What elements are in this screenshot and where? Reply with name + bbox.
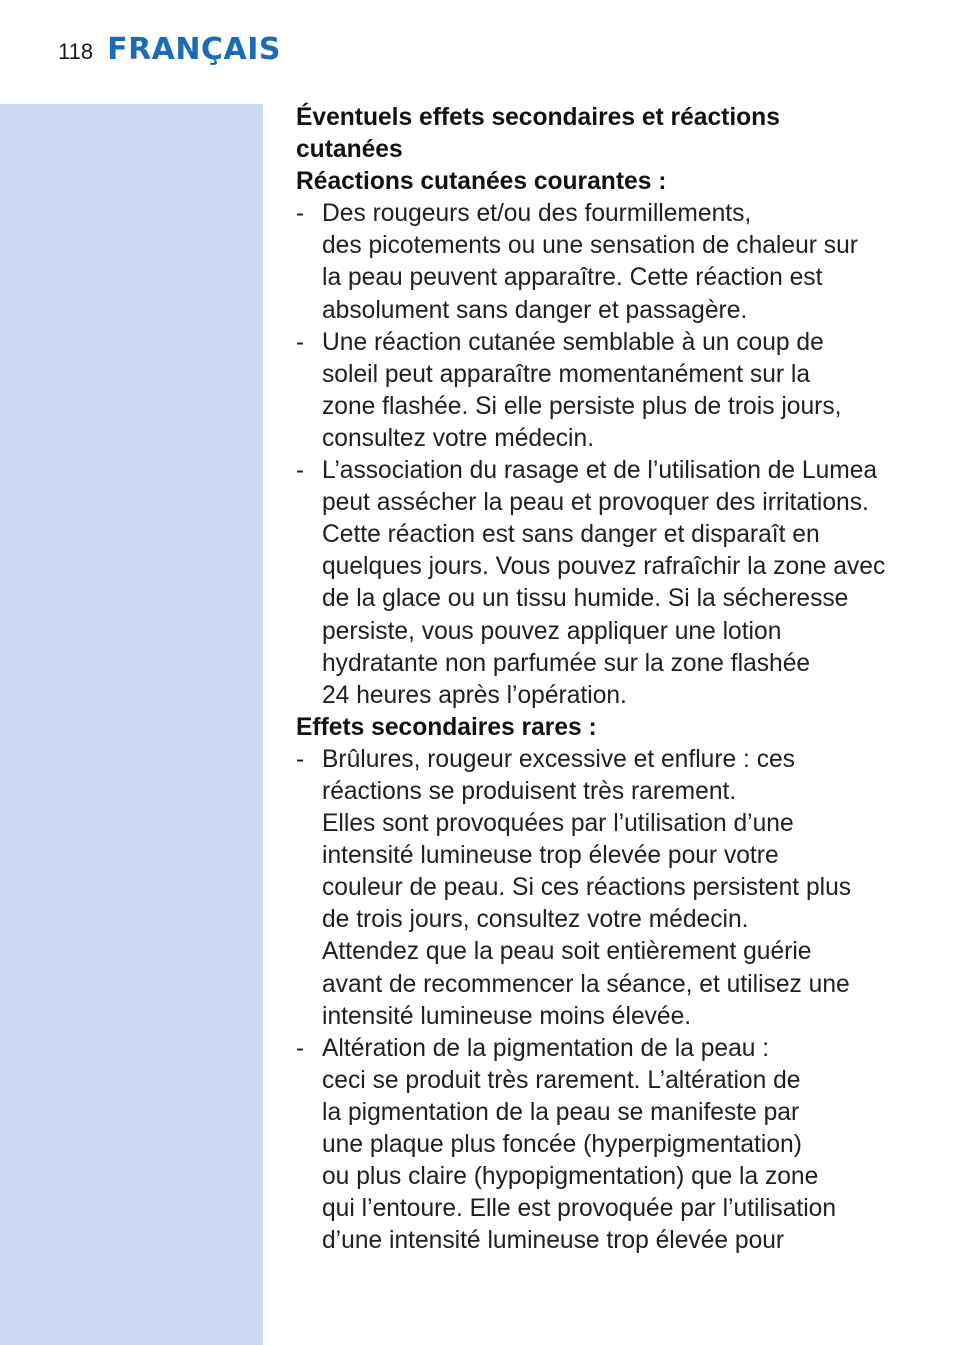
list-item-line: consultez votre médecin. [322, 424, 595, 452]
list-item-line: soleil peut apparaître momentanément sur la [322, 360, 811, 388]
list-item-line: 24 heures après l’opération. [322, 681, 627, 709]
list-item-line: Elles sont provoquées par l’utilisation d’une [322, 810, 794, 838]
heading-line: cutanées [296, 136, 403, 164]
list-item [296, 327, 896, 455]
bullet-dash: - [296, 745, 305, 773]
rare-effects-title: Effets secondaires rares : [296, 713, 597, 741]
list-item-line: hydratante non parfumée sur la zone flashée [322, 649, 811, 677]
common-reactions-title: Réactions cutanées courantes : [296, 168, 667, 196]
list-item-line: ceci se produit très rarement. L’altération de [322, 1066, 801, 1094]
list-item-line: de la glace ou un tissu humide. Si la sécheresse [322, 585, 849, 613]
list-item-line: de trois jours, consultez votre médecin. [322, 906, 749, 934]
list-item-line: Brûlures, rougeur excessive et enflure : ces [322, 745, 795, 773]
list-item-line: Une réaction cutanée semblable à un coup de [322, 328, 824, 356]
page-number: 118 [58, 39, 94, 64]
heading-line: Éventuels effets secondaires et réactions [296, 104, 780, 131]
list-item [296, 455, 896, 712]
list-item-line: Altération de la pigmentation de la peau : [322, 1034, 770, 1062]
bullet-dash: - [296, 328, 305, 356]
common-reactions-list [296, 198, 896, 712]
list-item-line: Attendez que la peau soit entièrement guérie [322, 938, 812, 966]
rare-effects-list [296, 744, 896, 1258]
list-item-line: peut assécher la peau et provoquer des irritations. [322, 489, 869, 517]
list-item-line: la peau peuvent apparaître. Cette réaction est [322, 264, 823, 292]
list-item-line: couleur de peau. Si ces réactions persistent plus [322, 874, 852, 902]
bullet-dash: - [296, 1034, 305, 1062]
list-item-line: avant de recommencer la séance, et utilisez une [322, 970, 850, 998]
list-item-line: quelques jours. Vous pouvez rafraîchir la zone avec [322, 553, 886, 581]
list-item-line: intensité lumineuse trop élevée pour votre [322, 842, 779, 870]
list-item-line: persiste, vous pouvez appliquer une lotion [322, 617, 782, 645]
list-item-line: une plaque plus foncée (hyperpigmentation) [322, 1131, 802, 1158]
list-item [296, 1033, 896, 1258]
list-item-line: réactions se produisent très rarement. [322, 777, 737, 805]
list-item-line: des picotements ou une sensation de chaleur sur [322, 232, 858, 260]
list-item-line: absolument sans danger et passagère. [322, 296, 748, 324]
bullet-dash: - [296, 200, 305, 228]
list-item-line: intensité lumineuse moins élevée. [322, 1002, 692, 1030]
list-item [296, 744, 896, 1033]
list-item-line: d’une intensité lumineuse trop élevée pour [322, 1227, 785, 1255]
list-item-line: qui l’entoure. Elle est provoquée par l’utilisation [322, 1195, 837, 1223]
sidebar-panel [0, 104, 263, 1345]
list-item-line: L’association du rasage et de l’utilisation de Lumea [322, 457, 878, 485]
section-title: FRANÇAIS [107, 32, 281, 67]
list-item-line: la pigmentation de la peau se manifeste par [322, 1098, 800, 1126]
list-item-line: Cette réaction est sans danger et disparaît en [322, 521, 820, 549]
list-item-line: ou plus claire (hypopigmentation) que la zone [322, 1163, 819, 1191]
list-item-line: zone flashée. Si elle persiste plus de trois jours, [322, 392, 842, 420]
main-content [296, 102, 896, 1257]
list-item [296, 198, 896, 326]
page-header [58, 32, 281, 76]
list-item-line: Des rougeurs et/ou des fourmillements, [322, 200, 752, 228]
bullet-dash: - [296, 457, 305, 485]
section-heading [296, 102, 896, 166]
